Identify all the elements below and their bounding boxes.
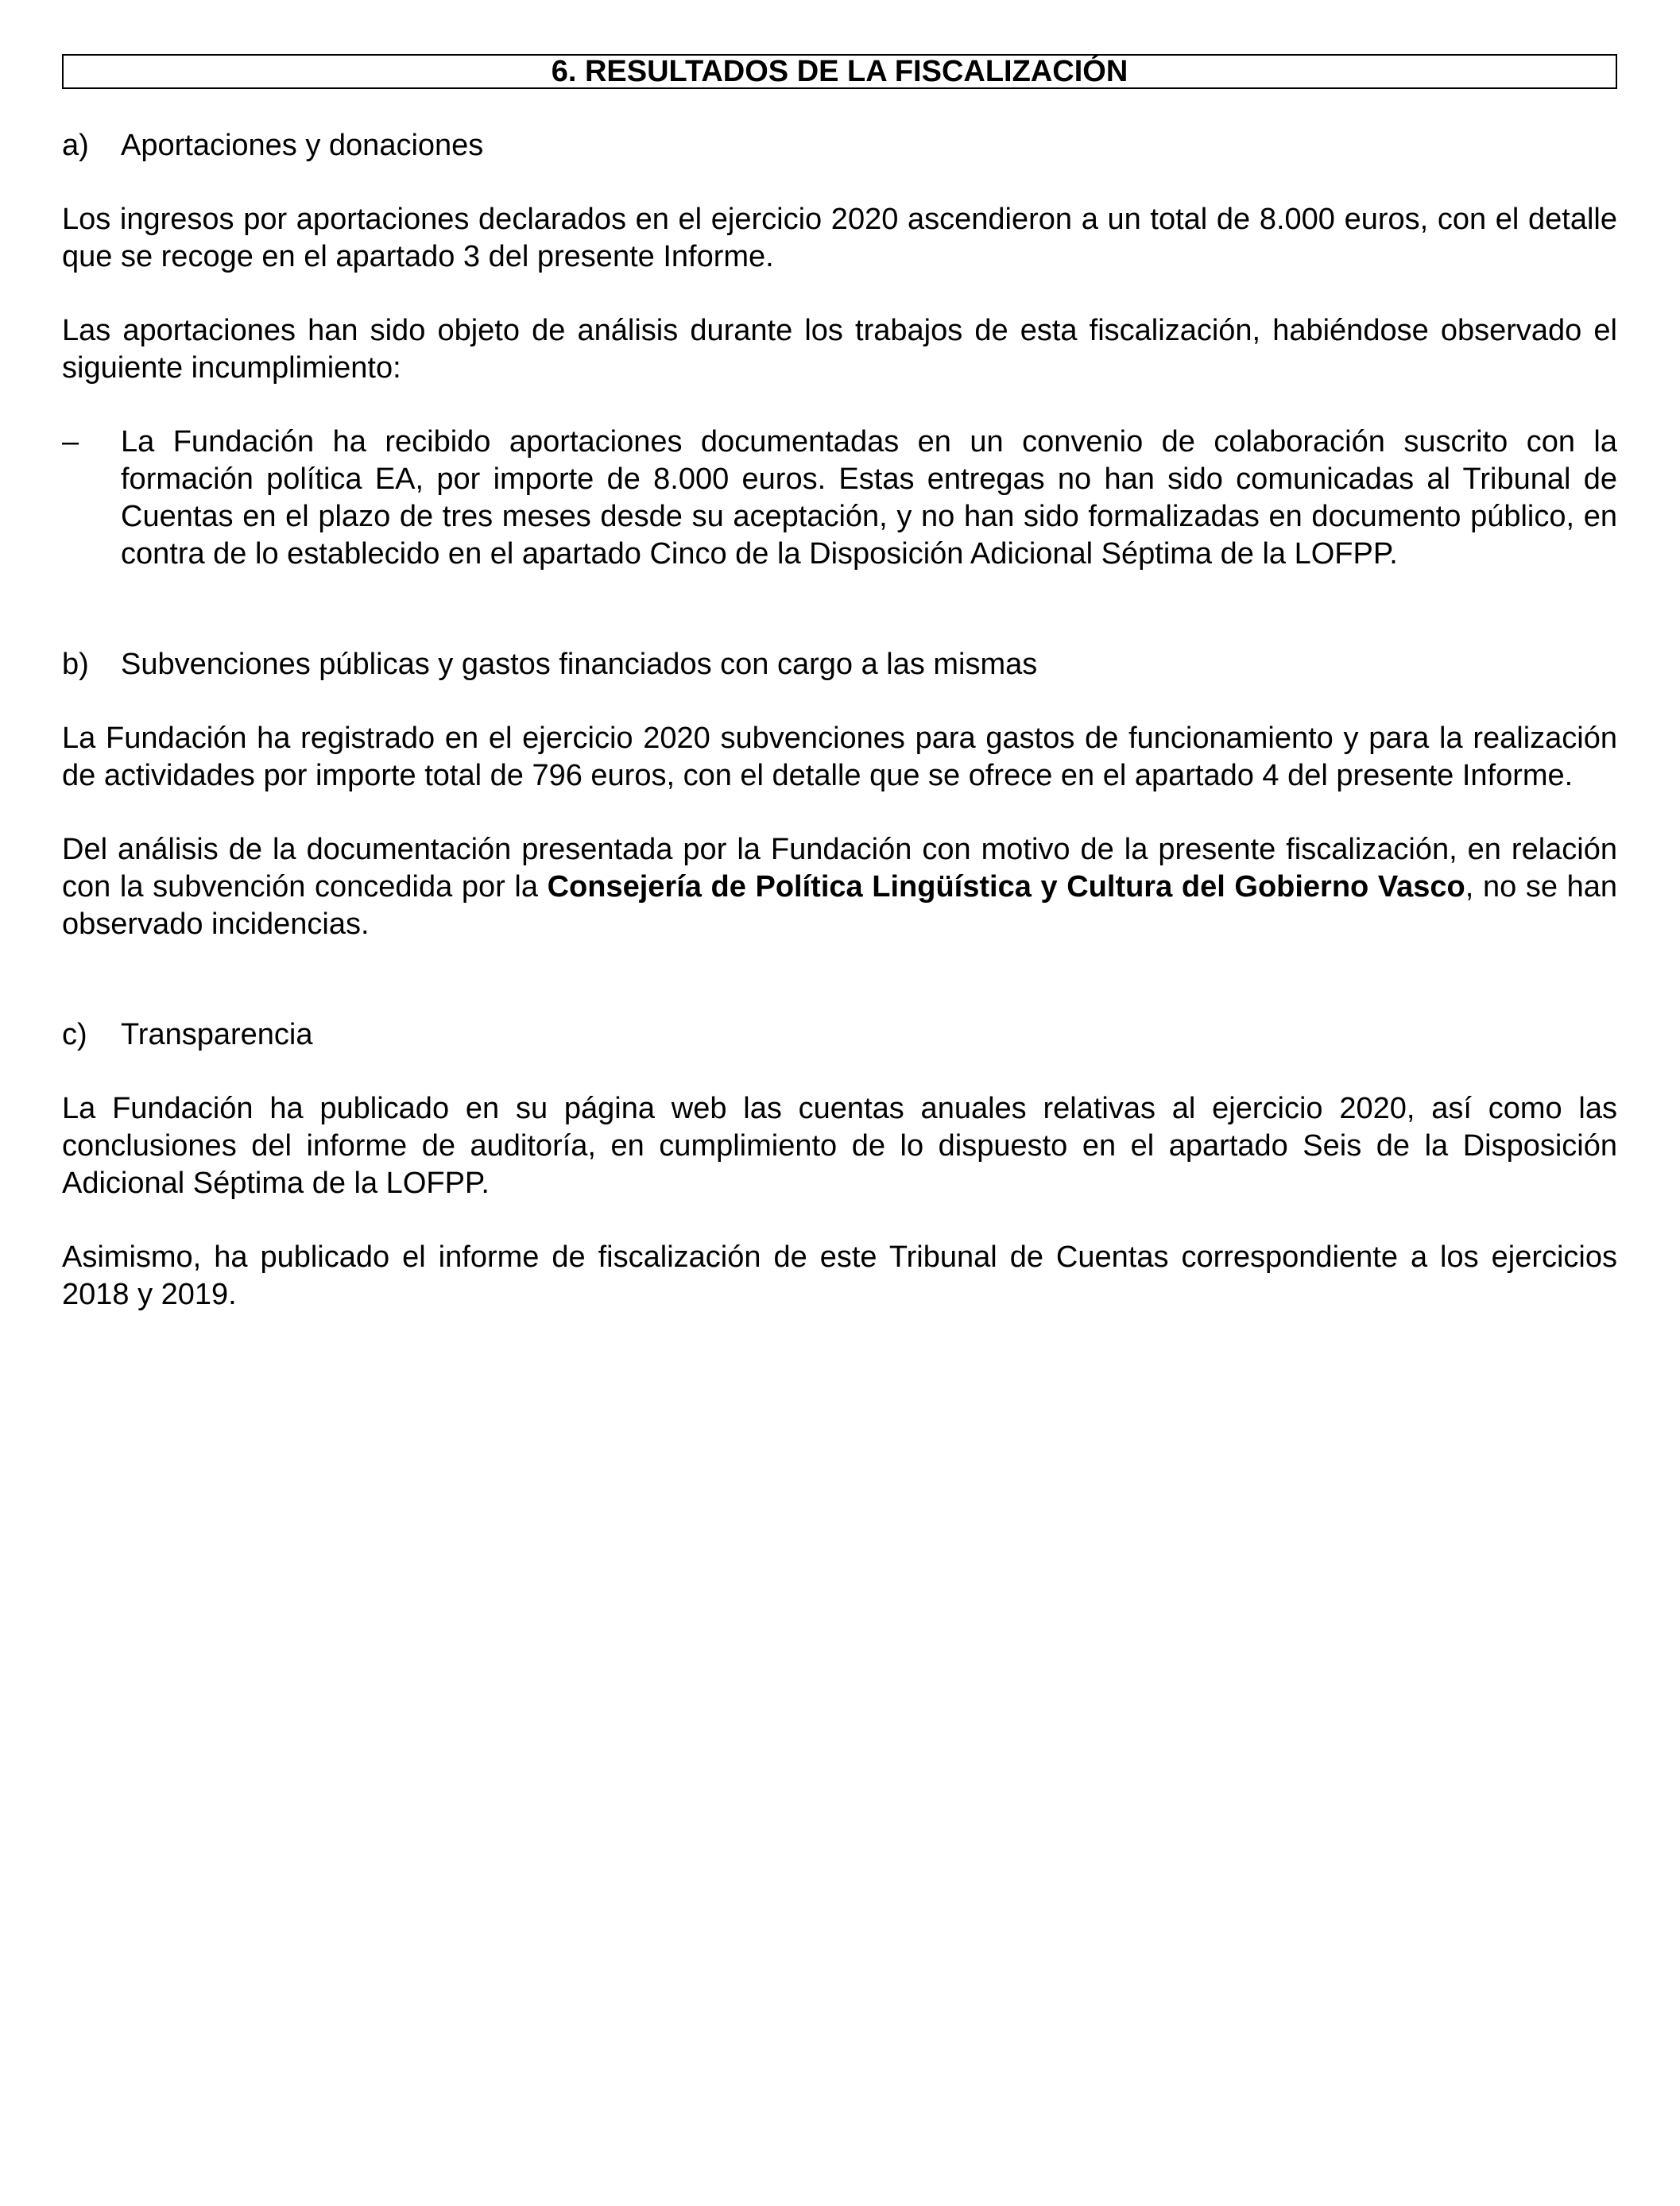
section-c-paragraph-2: Asimismo, ha publicado el informe de fiscalización de este Tribunal de Cuentas correspondiente a los ejercicios 2018 y 2019. — [62, 1240, 1617, 1311]
section-a-bullet-item — [62, 424, 1617, 573]
section-c-paragraph-1: La Fundación ha publicado en su página web las cuentas anuales relativas al ejercicio 2020, así como las conclusiones del informe de auditoría, en cumplimiento de lo dispuesto en el apartado Seis de la Disposición Adicional Séptima de la LOFPP. — [62, 1092, 1617, 1200]
section-c-title: Transparencia — [121, 1018, 313, 1051]
section-a-title: Aportaciones y donaciones — [121, 129, 484, 162]
section-b-paragraph-2 — [62, 831, 1617, 943]
section-a-letter: a) — [62, 129, 89, 162]
section-a-bullet-text: La Fundación ha recibido aportaciones documentadas en un convenio de colaboración suscrito con la formación política EA, por importe de 8.000 euros. Estas entregas no han sido comunicadas al Tribunal de Cuentas en el plazo de tres meses desde su aceptación, y no han sido formalizadas en documento público, en contra de lo establecido en el apartado Cinco de la Disposición Adicional Séptima de la LOFPP. — [121, 425, 1617, 571]
section-a-paragraph-2: Las aportaciones han sido objeto de análisis durante los trabajos de esta fiscalización, habiéndose observado el siguiente incumplimiento: — [62, 314, 1617, 385]
dash-bullet-icon: – — [62, 425, 79, 459]
section-b-paragraph-1: La Fundación ha registrado en el ejercicio 2020 subvenciones para gastos de funcionamiento y para la realización de actividades por importe total de 796 euros, con el detalle que se ofrece en el apartado 4 del presente Informe. — [62, 722, 1617, 792]
section-c-letter: c) — [62, 1018, 87, 1051]
section-b-heading — [62, 646, 1617, 683]
section-b-paragraph-2-start: Del análisis de la documentación presentada por la Fundación con motivo de la presente fiscalización, en relación con la subvención concedida por la — [62, 833, 1617, 904]
section-b-paragraph-2-end: , no se han observado incidencias. — [62, 870, 1618, 941]
section-a-heading — [62, 127, 1617, 164]
section-a-paragraph-1: Los ingresos por aportaciones declarados en el ejercicio 2020 ascendieron a un total de 8.000 euros, con el detalle que se recoge en el apartado 3 del presente Informe. — [62, 203, 1617, 273]
section-b-title: Subvenciones públicas y gastos financiados con cargo a las mismas — [121, 648, 1038, 681]
section-c-heading — [62, 1016, 1617, 1054]
section-title: 6. RESULTADOS DE LA FISCALIZACIÓN — [62, 54, 1617, 89]
document-body — [62, 127, 1617, 1314]
section-b-letter: b) — [62, 648, 89, 681]
section-b-paragraph-2-bold: Consejería de Política Lingüística y Cultura del Gobierno Vasco — [547, 870, 1465, 904]
